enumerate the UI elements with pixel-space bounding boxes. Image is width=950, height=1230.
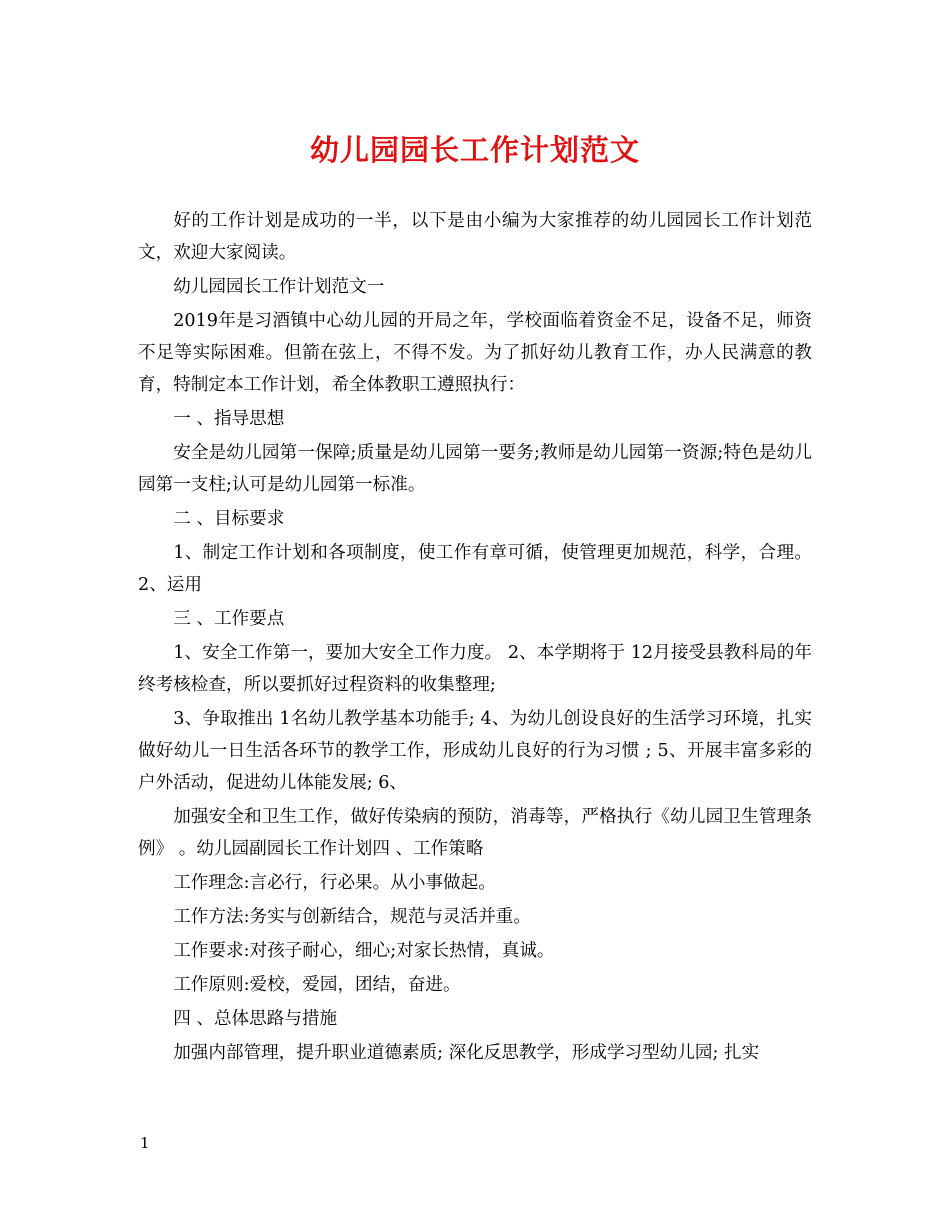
paragraph-key-points-1: 1、安全工作第一，要加大安全工作力度。 2、本学期将于 12月接受县教科局的年终考核检查，所以要抓好过程资料的收集整理;: [138, 643, 812, 695]
page-number: 1: [140, 1134, 150, 1152]
paragraph-key-points-3: 加强安全和卫生工作，做好传染病的预防，消毒等，严格执行《幼儿园卫生管理条例》 。幼儿园副园长工作计划四 、工作策略: [138, 807, 812, 859]
paragraph-background: 2019年是习酒镇中心幼儿园的开局之年，学校面临着资金不足，设备不足，师资不足等实际困难。但箭在弦上，不得不发。为了抓好幼儿教育工作，办人民满意的教育，特制定本工作计划，希全体教职工遵照执行：: [138, 311, 812, 395]
paragraph-goals: 1、制定工作计划和各项制度，使工作有章可循，使管理更加规范，科学，合理。 2、运用: [138, 543, 812, 595]
paragraph-heading-sample-one: 幼儿园园长工作计划范文一: [173, 277, 385, 297]
paragraph-overall-approach: 加强内部管理，提升职业道德素质; 深化反思教学，形成学习型幼儿园; 扎实: [173, 1043, 760, 1063]
paragraph-work-principle: 工作原则:爱校，爱园，团结，奋进。: [173, 975, 461, 995]
paragraph-work-requirement: 工作要求:对孩子耐心，细心;对家长热情，真诚。: [173, 941, 555, 961]
document-title: 幼儿园园长工作计划范文: [309, 133, 640, 167]
section-heading-goals: 二 、目标要求: [173, 509, 285, 529]
paragraph-intro: 好的工作计划是成功的一半，以下是由小编为大家推荐的幼儿园园长工作计划范文，欢迎大家阅读。: [138, 211, 812, 263]
section-heading-guiding-ideas: 一 、指导思想: [173, 409, 285, 429]
paragraph-guiding-ideas: 安全是幼儿园第一保障;质量是幼儿园第一要务;教师是幼儿园第一资源;特色是幼儿园第一支柱;认可是幼儿园第一标准。: [138, 443, 812, 495]
paragraph-key-points-2: 3、争取推出 1名幼儿教学基本功能手; 4、为幼儿创设良好的生活学习环境，扎实做好幼儿一日生活各环节的教学工作，形成幼儿良好的行为习惯 ; 5、开展丰富多彩的户外活动，促进幼儿体能发展; 6、: [138, 709, 812, 793]
section-heading-overall-approach: 四 、总体思路与措施: [173, 1009, 338, 1029]
section-heading-key-points: 三 、工作要点: [173, 609, 285, 629]
paragraph-work-philosophy: 工作理念:言必行，行必果。从小事做起。: [173, 873, 496, 893]
paragraph-work-method: 工作方法:务实与创新结合，规范与灵活并重。: [173, 907, 531, 927]
document-body: [138, 205, 812, 1071]
